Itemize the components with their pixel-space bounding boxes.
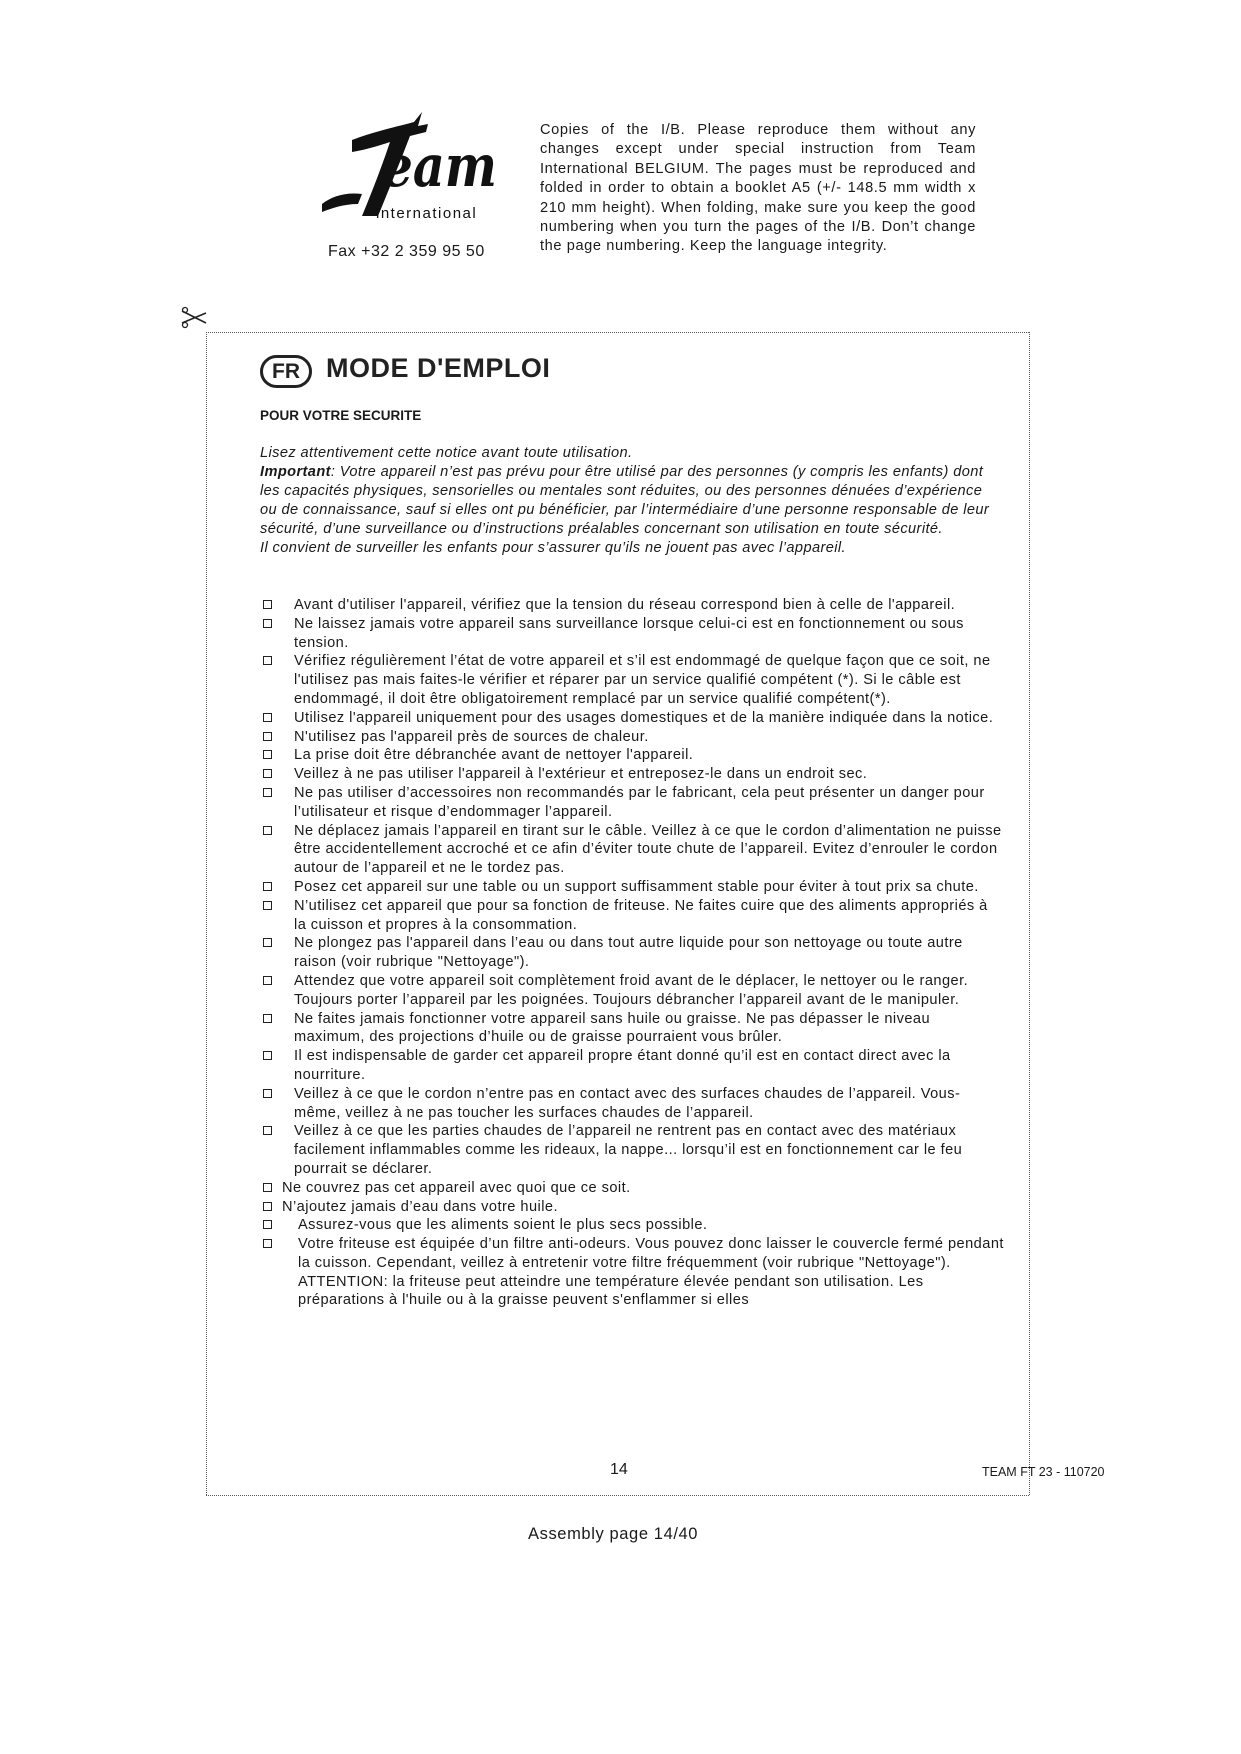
- checkbox-square-icon: [263, 826, 272, 835]
- checkbox-square-icon: [263, 1202, 272, 1211]
- children-note: Il convient de surveiller les enfants pour s’assurer qu’ils ne jouent pas avec l’appareil.: [260, 540, 846, 556]
- reproduction-instructions: Copies of the I/B. Please reproduce them without any changes except under special instruction from Team International BELGIUM. The pages must be reproduced and folded in order to obtain a booklet A5 (+/- 148.5 mm width x 210 mm height). When folding, make sure you keep the good numbering when you turn the pages of the I/B. Don’t change the page numbering. Keep the language integrity.: [540, 122, 976, 255]
- checkbox-square-icon: [263, 1183, 272, 1192]
- list-item: Ne plongez pas l'appareil dans l’eau ou dans tout autre liquide pour son nettoyage ou toute autre raison (voir rubrique "Nettoyage").: [262, 934, 1004, 972]
- team-international-logo: [322, 112, 497, 236]
- list-item: Votre friteuse est équipée d’un filtre anti-odeurs. Vous pouvez donc laisser le couvercle fermé pendant la cuisson. Cependant, veillez à entretenir votre filtre fréquemment (voir rubrique "Nettoyage"). ATTENTION: la friteuse peut atteindre une température élevée pendant son utilisation. Les préparations à l'huile ou à la graisse peuvent s'enflammer si elles: [262, 1235, 1004, 1310]
- document-code: TEAM FT 23 - 110720: [982, 1465, 1105, 1479]
- list-item: Utilisez l'appareil uniquement pour des usages domestiques et de la manière indiquée dans la notice.: [262, 709, 1004, 728]
- list-item: Attendez que votre appareil soit complètement froid avant de le déplacer, le nettoyer ou le ranger. Toujours porter l’appareil par les poignées. Toujours débrancher l’appareil avant de le manipuler.: [262, 972, 1004, 1010]
- cut-line-right: [1029, 332, 1030, 1495]
- checkbox-square-icon: [263, 1239, 272, 1248]
- assembly-page-label: Assembly page 14/40: [528, 1525, 699, 1543]
- checkbox-square-icon: [263, 619, 272, 628]
- list-item: Veillez à ne pas utiliser l'appareil à l'extérieur et entreposez-le dans un endroit sec.: [262, 765, 1004, 784]
- list-item: N’utilisez cet appareil que pour sa fonction de friteuse. Ne faites cuire que des aliments appropriés à la cuisson et propres à la consommation.: [262, 897, 1004, 935]
- scissors-icon: [180, 307, 210, 329]
- svg-text:eam: eam: [381, 131, 497, 201]
- list-item: Assurez-vous que les aliments soient le plus secs possible.: [262, 1216, 1004, 1235]
- checkbox-square-icon: [263, 732, 272, 741]
- important-paragraph: [260, 463, 1000, 539]
- list-item: Il est indispensable de garder cet appareil propre étant donné qu’il est en contact direct avec la nourriture.: [262, 1047, 1004, 1085]
- list-item: Ne pas utiliser d’accessoires non recommandés par le fabricant, cela peut présenter un danger pour l’utilisateur et risque d’endommager l’appareil.: [262, 784, 1004, 822]
- checkbox-square-icon: [263, 1051, 272, 1060]
- svg-text:international: international: [376, 205, 478, 222]
- fax-number: Fax +32 2 359 95 50: [328, 243, 485, 260]
- checkbox-square-icon: [263, 656, 272, 665]
- list-item: Posez cet appareil sur une table ou un support suffisamment stable pour éviter à tout prix sa chute.: [262, 878, 1004, 897]
- intro-line: Lisez attentivement cette notice avant toute utilisation.: [260, 445, 633, 461]
- language-badge: FR: [260, 355, 312, 388]
- page-number: 14: [610, 1461, 628, 1478]
- cut-line-bottom: [206, 1495, 1029, 1496]
- checkbox-square-icon: [263, 1220, 272, 1229]
- list-item: Ne déplacez jamais l’appareil en tirant sur le câble. Veillez à ce que le cordon d’alimentation ne puisse être accidentellement accroché et ce afin d’éviter toute chute de l’appareil. Evitez d’enrouler le cordon autour de l’appareil et ne le tordez pas.: [262, 822, 1004, 878]
- important-label: Important: [260, 464, 331, 480]
- checkbox-square-icon: [263, 1014, 272, 1023]
- checkbox-square-icon: [263, 600, 272, 609]
- list-item: Veillez à ce que le cordon n’entre pas en contact avec des surfaces chaudes de l’appareil. Vous-même, veillez à ne pas toucher les surfaces chaudes de l’appareil.: [262, 1085, 1004, 1123]
- page-title: MODE D'EMPLOI: [326, 353, 551, 383]
- checkbox-square-icon: [263, 882, 272, 891]
- checkbox-square-icon: [263, 713, 272, 722]
- list-item: Avant d'utiliser l'appareil, vérifiez que la tension du réseau correspond bien à celle de l'appareil.: [262, 596, 1004, 615]
- list-item: Ne faites jamais fonctionner votre appareil sans huile ou graisse. Ne pas dépasser le niveau maximum, des projections d’huile ou de graisse pourraient vous brûler.: [262, 1010, 1004, 1048]
- list-item: La prise doit être débranchée avant de nettoyer l'appareil.: [262, 746, 1004, 765]
- checkbox-square-icon: [263, 938, 272, 947]
- cut-line-top: [206, 332, 1029, 333]
- checkbox-square-icon: [263, 1089, 272, 1098]
- list-item: Veillez à ce que les parties chaudes de l’appareil ne rentrent pas en contact avec des matériaux facilement inflammables comme les rideaux, la nappe... lorsqu’il est en fonctionnement car le feu pourrait se déclarer.: [262, 1122, 1004, 1178]
- list-item: N'utilisez pas l'appareil près de sources de chaleur.: [262, 728, 1004, 747]
- checkbox-square-icon: [263, 769, 272, 778]
- list-item: Vérifiez régulièrement l’état de votre appareil et s’il est endommagé de quelque façon que ce soit, ne l'utilisez pas mais faites-le vérifier et réparer par un service qualifié compétent (*). Si le câble est endommagé, il doit être obligatoirement remplacé par un service qualifié compétent(*).: [262, 652, 1004, 708]
- section-heading: POUR VOTRE SECURITE: [260, 408, 422, 423]
- safety-list: [262, 596, 1004, 1310]
- checkbox-square-icon: [263, 901, 272, 910]
- safety-intro: [260, 444, 1000, 558]
- checkbox-square-icon: [263, 788, 272, 797]
- checkbox-square-icon: [263, 976, 272, 985]
- important-text: : Votre appareil n’est pas prévu pour être utilisé par des personnes (y compris les enfants) dont les capacités physiques, sensorielles ou mentales sont réduites, ou des personnes dénuées d’expérience ou de connaissance, sauf si elles ont pu bénéficier, par l’intermédiaire d’une personne responsable de leur sécurité, d’une surveillance ou d’instructions préalables concernant son utilisation en toute sécurité.: [260, 464, 990, 537]
- list-item: Ne couvrez pas cet appareil avec quoi que ce soit.: [262, 1179, 1004, 1198]
- checkbox-square-icon: [263, 1126, 272, 1135]
- list-item: Ne laissez jamais votre appareil sans surveillance lorsque celui-ci est en fonctionnement ou sous tension.: [262, 615, 1004, 653]
- checkbox-square-icon: [263, 750, 272, 759]
- cut-line-left: [206, 332, 207, 1495]
- list-item: N’ajoutez jamais d’eau dans votre huile.: [262, 1198, 1004, 1217]
